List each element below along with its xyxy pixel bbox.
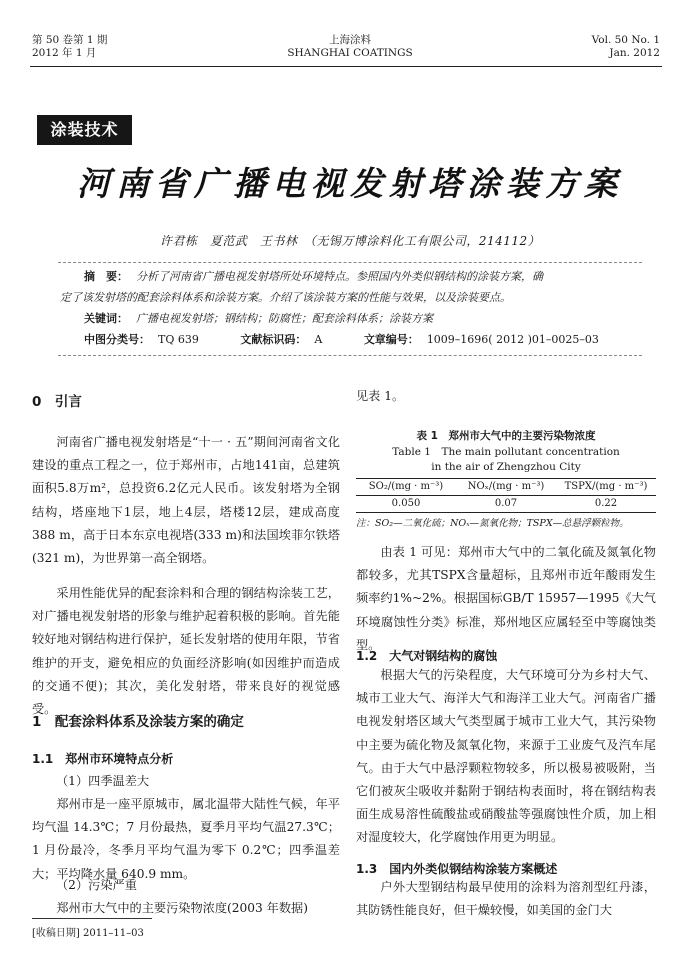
corrosion-paragraph: 根据大气的污染程度，大气环境可分为乡村大气、城市工业大气、海洋大气和海洋工业大气。河南省广播电视发射塔区域大气类型属于城市工业大气，其污染物中主要为硫化物及氮氧化物，来源于工业废气及汽车尾气。由于大气中悬浮颗粒物较多，所以极易被吸附，当它们被灰尘吸收并黏附于钢结构表面时，将在钢结构表面生成易溶性硫酸盐或硝酸盐等强腐蚀性介质，加上相对湿度较大，化学腐蚀作用更为明显。: [356, 668, 656, 845]
abstract-line-2: 定了该发射塔的配套涂料体系和涂装方案。介绍了该涂装方案的性能与效果，以及涂装要点。: [60, 291, 511, 304]
abstract-label: 摘 要：: [84, 270, 128, 283]
pollutant-table: [356, 478, 656, 513]
heading-section-1: 1 配套涂料体系及涂装方案的确定: [32, 714, 244, 730]
abstract-text-1: 分析了河南省广播电视发射塔所处环境特点。参照国内外类似钢结构的涂装方案，确: [136, 270, 543, 283]
article-title: 河南省广播电视发射塔涂装方案: [77, 164, 623, 203]
table-caption-en: [356, 445, 656, 475]
table-note: 注：SO₂—二氧化硫；NOₓ—氮氧化物；TSPX—总悬浮颗粒物。: [356, 518, 629, 529]
table-row: [356, 496, 656, 512]
heading-introduction: 0 引言: [32, 394, 82, 410]
volume-issue: 第 50 卷第 1 期: [32, 34, 108, 46]
header-divider: [30, 66, 662, 67]
coating-overview-paragraph: 户外大型钢结构最早使用的涂料为溶剂型红丹漆，其防锈性能良好，但干燥较慢，如美国的金门大: [356, 880, 656, 918]
article-number-label: 文章编号：: [363, 333, 419, 346]
keywords-text: 广播电视发射塔；钢结构；防腐性；配套涂料体系；涂装方案: [136, 312, 433, 325]
climate-paragraph: 郑州市是一座平原城市，属北温带大陆性气候，年平均气温 14.3℃；7 月份最热，夏季月平均气温27.3℃；1 月份最冷，冬季月平均气温为零下 0.2℃；四季温差大；平均降水量 640.9 mm。: [32, 797, 340, 881]
intro-paragraph-1: 河南省广播电视发射塔是“十一 · 五”期间河南省文化建设的重点工程之一，位于郑州市，占地141亩，总建筑面积5.8万m²，总投资6.2亿元人民币。该发射塔为全钢结构，塔座地下1层，地上4层，塔楼12层，建成高度388 m，高于日本东京电视塔(333 m)和法国埃菲尔铁塔(321 m)，为世界第一高全钢塔。: [32, 435, 340, 566]
journal-name-en: SHANGHAI COATINGS: [287, 47, 413, 59]
article-number-value: 1009–1696( 2012 )01–0025–03: [426, 333, 599, 346]
table-cell: 0.22: [594, 498, 618, 509]
section-tag: 涂装技术: [37, 115, 132, 145]
table-caption-en-line-2: in the air of Zhengzhou City: [431, 461, 581, 473]
abstract-line-1: [84, 270, 640, 284]
keywords-line: [84, 312, 640, 326]
sub-item-1: （1）四季温差大: [56, 774, 150, 788]
issue-date-en: Jan. 2012: [609, 47, 660, 59]
table-header-cell: NOₓ/(mg · m⁻³): [467, 481, 545, 492]
table-caption-en-line-1: Table 1 The main pollutant concentration: [392, 446, 620, 458]
doc-code-value: A: [314, 333, 323, 346]
received-date: [收稿日期] 2011–11–03: [32, 928, 144, 939]
intro-paragraph-2: 采用性能优异的配套涂料和合理的钢结构涂装工艺，对广播电视发射塔的形象与维护起着积极的影响。首先能较好地对钢结构进行保护，延长发射塔的使用年限，节省维护的开支，避免相应的负面经济影响(如因维护而造成的交通不便)；其次，美化发射塔，带来良好的视觉感受。: [32, 586, 340, 717]
keywords-label: 关键词：: [84, 312, 128, 325]
pollution-paragraph: 郑州市大气中的主要污染物浓度(2003 年数据): [56, 901, 308, 915]
clc-value: TQ 639: [158, 333, 199, 346]
table-analysis-paragraph: 由表 1 可见：郑州市大气中的二氧化硫及氮氧化物都较多，尤其TSPX含量超标，且郑州市近年酸雨发生频率约1%~2%。根据国标GB/T 15957—1995《大气环境腐蚀性分类》标准，郑州地区应属轻至中等腐蚀类型。: [356, 545, 656, 652]
heading-1-1: 1.1 郑州市环境特点分析: [32, 752, 174, 766]
journal-volume-info-en: [592, 34, 660, 60]
volume-issue-en: Vol. 50 No. 1: [591, 34, 660, 46]
doc-code-label: 文献标识码：: [240, 333, 307, 346]
table-caption-zh: 表 1 郑州市大气中的主要污染物浓度: [416, 430, 596, 442]
journal-name-zh: 上海涂料: [329, 34, 371, 46]
sub-item-2: （2）污染严重: [56, 878, 137, 892]
table-header-cell: TSPX/(mg · m⁻³): [564, 481, 648, 492]
issue-date: 2012 年 1 月: [32, 47, 97, 59]
table-cell: 0.07: [494, 498, 518, 509]
footer-divider: [32, 918, 152, 919]
table-header-cell: SO₂/(mg · m⁻³): [368, 481, 444, 492]
heading-1-2: 1.2 大气对钢结构的腐蚀: [356, 649, 498, 663]
authors-affiliation: 许君栋 夏范武 王书林 （无锡万博涂料化工有限公司，214112）: [159, 234, 541, 248]
table-cell: 0.050: [391, 498, 421, 509]
classification-line: [84, 333, 640, 347]
see-table-text: 见表 1。: [356, 389, 405, 403]
table-header-row: [356, 479, 656, 496]
clc-label: 中图分类号：: [84, 333, 150, 346]
heading-1-3: 1.3 国内外类似钢结构涂装方案概述: [356, 862, 558, 876]
